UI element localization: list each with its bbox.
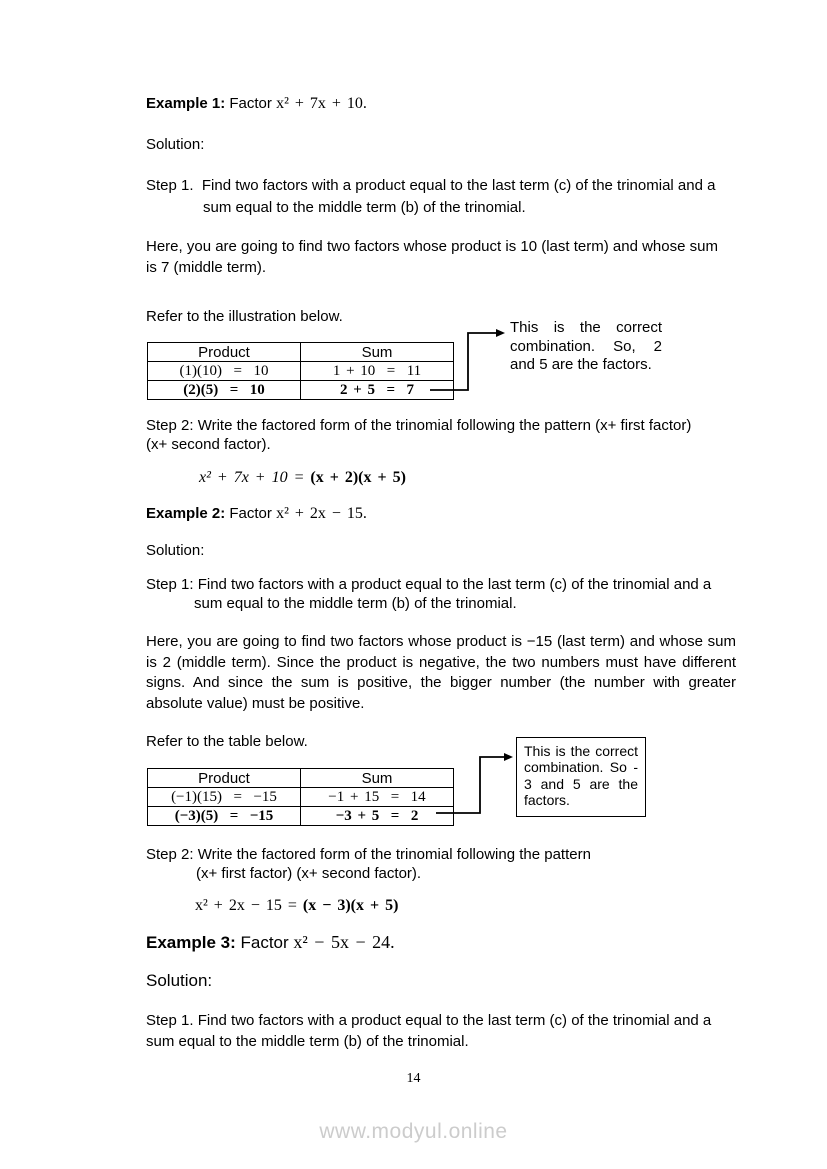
example3-heading [146,932,395,953]
example1-heading [146,94,367,114]
table2-header-product: Product [148,769,301,788]
note2-line2: combination. So - [524,759,638,776]
example1-step1-line2: sum equal to the middle term (b) of the trinomial. [203,199,526,216]
note1-line3: and 5 are the factors. [510,356,652,373]
equation1-lhs: x² + 7x + 10 = [199,469,311,486]
example1-factored-equation [199,469,406,487]
example2-paragraph [146,632,736,714]
note2-line4: factors. [524,791,570,808]
example2-paragraph-line3: signs. And since the sum is positive, the bigger number (the number with greater [146,674,736,691]
equation2-lhs: x² + 2x − 15 = [195,897,303,914]
example2-factored-equation [195,897,398,915]
table1-row2-product: (2)(5) = 10 [148,381,301,400]
table2-header-sum: Sum [301,769,454,788]
table2-row1-sum: −1 + 15 = 14 [301,788,454,807]
table1-header-sum: Sum [301,343,454,362]
example1-step2-line2: (x+ second factor). [146,436,271,453]
table2-row2-correct [148,807,454,826]
equation1-rhs: (x + 2)(x + 5) [310,469,406,486]
product-sum-table-1 [147,342,454,400]
example3-step1-line2: sum equal to the middle term (b) of the trinomial. [146,1033,469,1050]
table2-row2-sum: −3 + 5 = 2 [301,807,454,826]
table1-row2-sum: 2 + 5 = 7 [301,381,454,400]
table2-row2-product: (−3)(5) = −15 [148,807,301,826]
watermark-text: www.modyul.online [319,1120,508,1143]
example1-paragraph-line1: Here, you are going to find two factors whose product is 10 (last term) and whose sum [146,238,718,255]
note-correct-combination-1 [510,319,662,375]
table1-header-product: Product [148,343,301,362]
table1-row1-sum: 1 + 10 = 11 [301,362,454,381]
example1-step1-line1: Step 1. Find two factors with a product equal to the last term (c) of the trinomial and a [146,177,716,194]
example3-lead: Factor [235,933,294,952]
arrow-to-note2-icon [430,750,516,820]
example1-refer-text: Refer to the illustration below. [146,308,343,325]
table2-row1-product: (−1)(15) = −15 [148,788,301,807]
example2-step1-line2: sum equal to the middle term (b) of the trinomial. [194,595,517,612]
equation2-rhs: (x − 3)(x + 5) [302,897,399,914]
note2-line3: 3 and 5 are the [524,775,638,792]
example3-trinomial: x² − 5x − 24. [293,932,395,952]
arrow-to-note1-icon [424,326,510,398]
example2-paragraph-line4: absolute value) must be positive. [146,694,365,712]
example3-label: Example 3: [146,933,236,952]
example2-refer-text: Refer to the table below. [146,733,308,750]
example2-step2-line2: (x+ first factor) (x+ second factor). [196,865,422,882]
example1-paragraph-line2: is 7 (middle term). [146,259,267,276]
example2-lead: Factor [225,505,277,522]
example2-trinomial: x² + 2x − 15. [276,505,367,522]
example2-paragraph-line1: Here, you are going to find two factors whose product is −15 (last term) and whose sum [146,633,736,650]
example2-step1-line1: Step 1: Find two factors with a product equal to the last term (c) of the trinomial and a [146,576,712,593]
table2-row1 [148,788,454,807]
note1-line2: combination. So, 2 [510,337,662,355]
table1-row2-correct [148,381,454,400]
example2-step2-line1: Step 2: Write the factored form of the trinomial following the pattern [146,846,591,863]
example2-label: Example 2: [146,505,226,522]
example1-solution-label: Solution: [146,136,205,153]
example2-solution-label: Solution: [146,542,205,559]
note-correct-combination-2 [516,737,646,817]
example1-label: Example 1: [146,95,226,112]
example1-lead: Factor [225,95,277,112]
example2-heading [146,504,367,524]
table1-header-row [148,343,454,362]
page-number: 14 [406,1071,421,1086]
note1-line1: This is the correct [510,319,662,336]
example2-paragraph-line2: is 2 (middle term). Since the product is negative, the two numbers must have different [146,653,736,671]
product-sum-table-2 [147,768,454,826]
example1-trinomial: x² + 7x + 10. [276,95,367,112]
table1-row1 [148,362,454,381]
note2-line1: This is the correct [524,743,638,759]
example3-step1-line1: Step 1. Find two factors with a product equal to the last term (c) of the trinomial and a [146,1012,712,1029]
table2-header-row [148,769,454,788]
example1-step2-line1: Step 2: Write the factored form of the trinomial following the pattern (x+ first factor) [146,417,692,434]
table1-row1-product: (1)(10) = 10 [148,362,301,381]
example3-solution-label: Solution: [146,971,213,990]
